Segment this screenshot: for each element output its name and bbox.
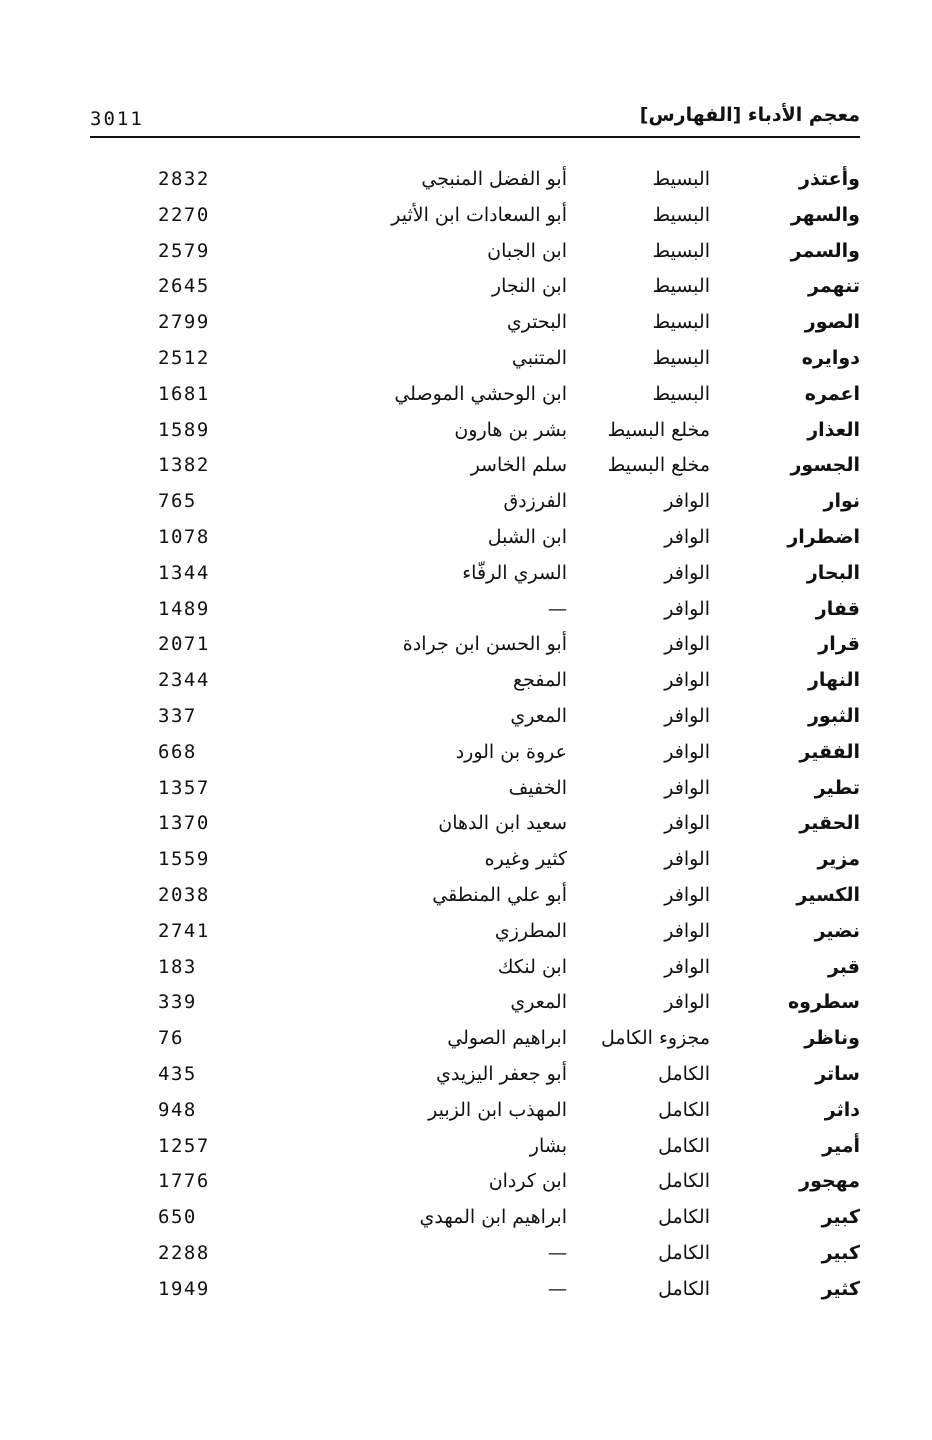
page-reference: 1078 [158,525,210,548]
meter-name: الكامل [658,1241,710,1264]
page-reference: 2071 [158,633,210,656]
rhyme-word: تطير [814,776,860,799]
index-row [0,775,932,811]
poet-name: كثير وغيره [484,848,567,871]
running-title: معجم الأدباء [الفهارس] [639,104,860,126]
rhyme-word: نوار [823,490,860,513]
rhyme-word: والسهر [790,203,860,226]
rhyme-word: البحار [806,561,860,584]
poet-name: أبو السعادات ابن الأثير [391,203,567,226]
poet-name: البحتري [506,311,567,334]
page-reference: 2344 [158,669,210,692]
meter-name: الوافر [664,704,710,727]
meter-name: البسيط [652,239,710,262]
index-row [0,596,932,632]
poet-name: السري الرفّاء [462,561,567,584]
meter-name: مجزوء الكامل [601,1027,710,1050]
meter-name: الكامل [658,1170,710,1193]
rhyme-word: كبير [821,1241,860,1264]
rhyme-word: والسمر [790,239,860,262]
poet-name: المعري [510,991,567,1014]
rhyme-word: الصور [804,311,860,334]
poet-name: سلم الخاسر [470,454,567,477]
rhyme-word: كثير [821,1277,860,1300]
index-table [0,166,932,1312]
poet-name: ابن الشبل [487,525,567,548]
rhyme-word: وناظر [804,1027,860,1050]
page-reference: 1949 [158,1277,210,1300]
rhyme-word: وأعتذر [799,168,860,190]
meter-name: البسيط [652,311,710,334]
poet-name: المهذب ابن الزبير [428,1098,567,1121]
meter-name: الوافر [664,669,710,692]
meter-name: مخلع البسيط [607,454,710,477]
meter-name: البسيط [652,168,710,190]
rhyme-word: الجسور [790,454,860,477]
index-row [0,417,932,453]
meter-name: الوافر [664,919,710,942]
poet-name: الخفيف [508,776,567,799]
page-reference: 2579 [158,239,210,262]
rhyme-word: اعمره [804,382,860,405]
index-row [0,202,932,238]
rhyme-word: النهار [807,669,860,692]
poet-name: عروة بن الورد [455,740,567,763]
page-reference: 183 [158,955,197,978]
meter-name: الوافر [664,812,710,835]
rhyme-word: تنهمر [808,275,860,298]
meter-name: الكامل [658,1277,710,1300]
rhyme-word: الحقير [799,812,860,835]
poet-name: — [548,1241,567,1264]
poet-name: أبو علي المنطقي [432,883,567,906]
page-reference: 1370 [158,812,210,835]
page-reference: 1681 [158,382,210,405]
index-row [0,1133,932,1169]
index-row [0,1097,932,1133]
rhyme-word: قفار [815,597,860,620]
page-reference: 2270 [158,203,210,226]
page-reference: 948 [158,1098,197,1121]
rhyme-word: الفقير [799,740,860,763]
poet-name: المعري [510,704,567,727]
rhyme-word: قرار [818,633,860,656]
page-reference: 1344 [158,561,210,584]
page-reference: 2512 [158,346,210,369]
index-row [0,452,932,488]
meter-name: الكامل [658,1206,710,1229]
poet-name: ابراهيم الصولي [447,1027,567,1050]
poet-name: — [548,597,567,620]
meter-name: الوافر [664,525,710,548]
poet-name: أبو جعفر اليزيدي [436,1062,567,1085]
index-row [0,1204,932,1240]
index-row [0,309,932,345]
page-reference: 339 [158,991,197,1014]
page-reference: 1257 [158,1134,210,1157]
poet-name: سعيد ابن الدهان [438,812,567,835]
page-reference: 2038 [158,883,210,906]
poet-name: بشر بن هارون [454,418,567,441]
index-row [0,810,932,846]
rhyme-word: كبير [821,1206,860,1229]
rhyme-word: قبر [827,955,860,978]
poet-name: أبو الفضل المنبجي [421,168,567,190]
rhyme-word: اضطرار [787,525,860,548]
index-row [0,1240,932,1276]
header-rule [90,136,860,138]
meter-name: الكامل [658,1062,710,1085]
meter-name: الكامل [658,1098,710,1121]
page-number: 3011 [90,108,144,130]
rhyme-word: سطروه [787,991,860,1014]
index-row [0,273,932,309]
rhyme-word: مهجور [799,1170,860,1193]
index-row [0,524,932,560]
rhyme-word: داثر [824,1098,860,1121]
poet-name: بشار [529,1134,567,1157]
page-reference: 668 [158,740,197,763]
meter-name: الوافر [664,740,710,763]
index-row [0,667,932,703]
meter-name: البسيط [652,346,710,369]
meter-name: الوافر [664,883,710,906]
page-reference: 1357 [158,776,210,799]
meter-name: البسيط [652,382,710,405]
meter-name: الوافر [664,776,710,799]
poet-name: المطرزي [494,919,567,942]
page-reference: 2288 [158,1241,210,1264]
index-row [0,846,932,882]
page-reference: 435 [158,1062,197,1085]
meter-name: الوافر [664,633,710,656]
index-row [0,1061,932,1097]
meter-name: مخلع البسيط [607,418,710,441]
index-row [0,1025,932,1061]
index-row [0,1168,932,1204]
index-row [0,631,932,667]
meter-name: الوافر [664,955,710,978]
meter-name: البسيط [652,203,710,226]
page-reference: 650 [158,1206,197,1229]
page-reference: 1382 [158,454,210,477]
meter-name: الوافر [664,490,710,513]
rhyme-word: نضير [814,919,860,942]
poet-name: ابن كردان [488,1170,567,1193]
meter-name: الوافر [664,561,710,584]
index-row [0,882,932,918]
page-reference: 1559 [158,848,210,871]
page-reference: 1489 [158,597,210,620]
rhyme-word: العذار [807,418,860,441]
page-reference: 76 [158,1027,184,1050]
page-header [90,104,860,136]
rhyme-word: الكسير [796,883,860,906]
index-row [0,703,932,739]
page-reference: 2799 [158,311,210,334]
index-row [0,166,932,202]
poet-name: المفجع [512,669,567,692]
page-reference: 1776 [158,1170,210,1193]
page-reference: 765 [158,490,197,513]
poet-name: ابن النجار [491,275,567,298]
meter-name: الوافر [664,848,710,871]
meter-name: البسيط [652,275,710,298]
poet-name: ابراهيم ابن المهدي [419,1206,567,1229]
index-row [0,381,932,417]
index-row [0,918,932,954]
poet-name: ابن الوحشي الموصلي [394,382,567,405]
rhyme-word: مزير [817,848,860,871]
index-row [0,345,932,381]
index-row [0,238,932,274]
meter-name: الكامل [658,1134,710,1157]
rhyme-word: الثبور [807,704,860,727]
poet-name: ابن الجبان [487,239,567,262]
poet-name: — [548,1277,567,1300]
rhyme-word: ساتر [815,1062,860,1085]
page-reference: 2832 [158,168,210,190]
poet-name: المتنبي [511,346,567,369]
page-reference: 337 [158,704,197,727]
rhyme-word: أمير [822,1134,860,1157]
poet-name: أبو الحسن ابن جرادة [402,633,567,656]
index-row [0,1276,932,1312]
meter-name: الوافر [664,991,710,1014]
index-row [0,488,932,524]
poet-name: الفرزدق [503,490,567,513]
page-reference: 1589 [158,418,210,441]
poet-name: ابن لنكك [497,955,567,978]
index-row [0,560,932,596]
page-reference: 2741 [158,919,210,942]
page-reference: 2645 [158,275,210,298]
index-row [0,739,932,775]
meter-name: الوافر [664,597,710,620]
index-row [0,954,932,990]
index-row [0,989,932,1025]
rhyme-word: دوايره [801,346,860,369]
